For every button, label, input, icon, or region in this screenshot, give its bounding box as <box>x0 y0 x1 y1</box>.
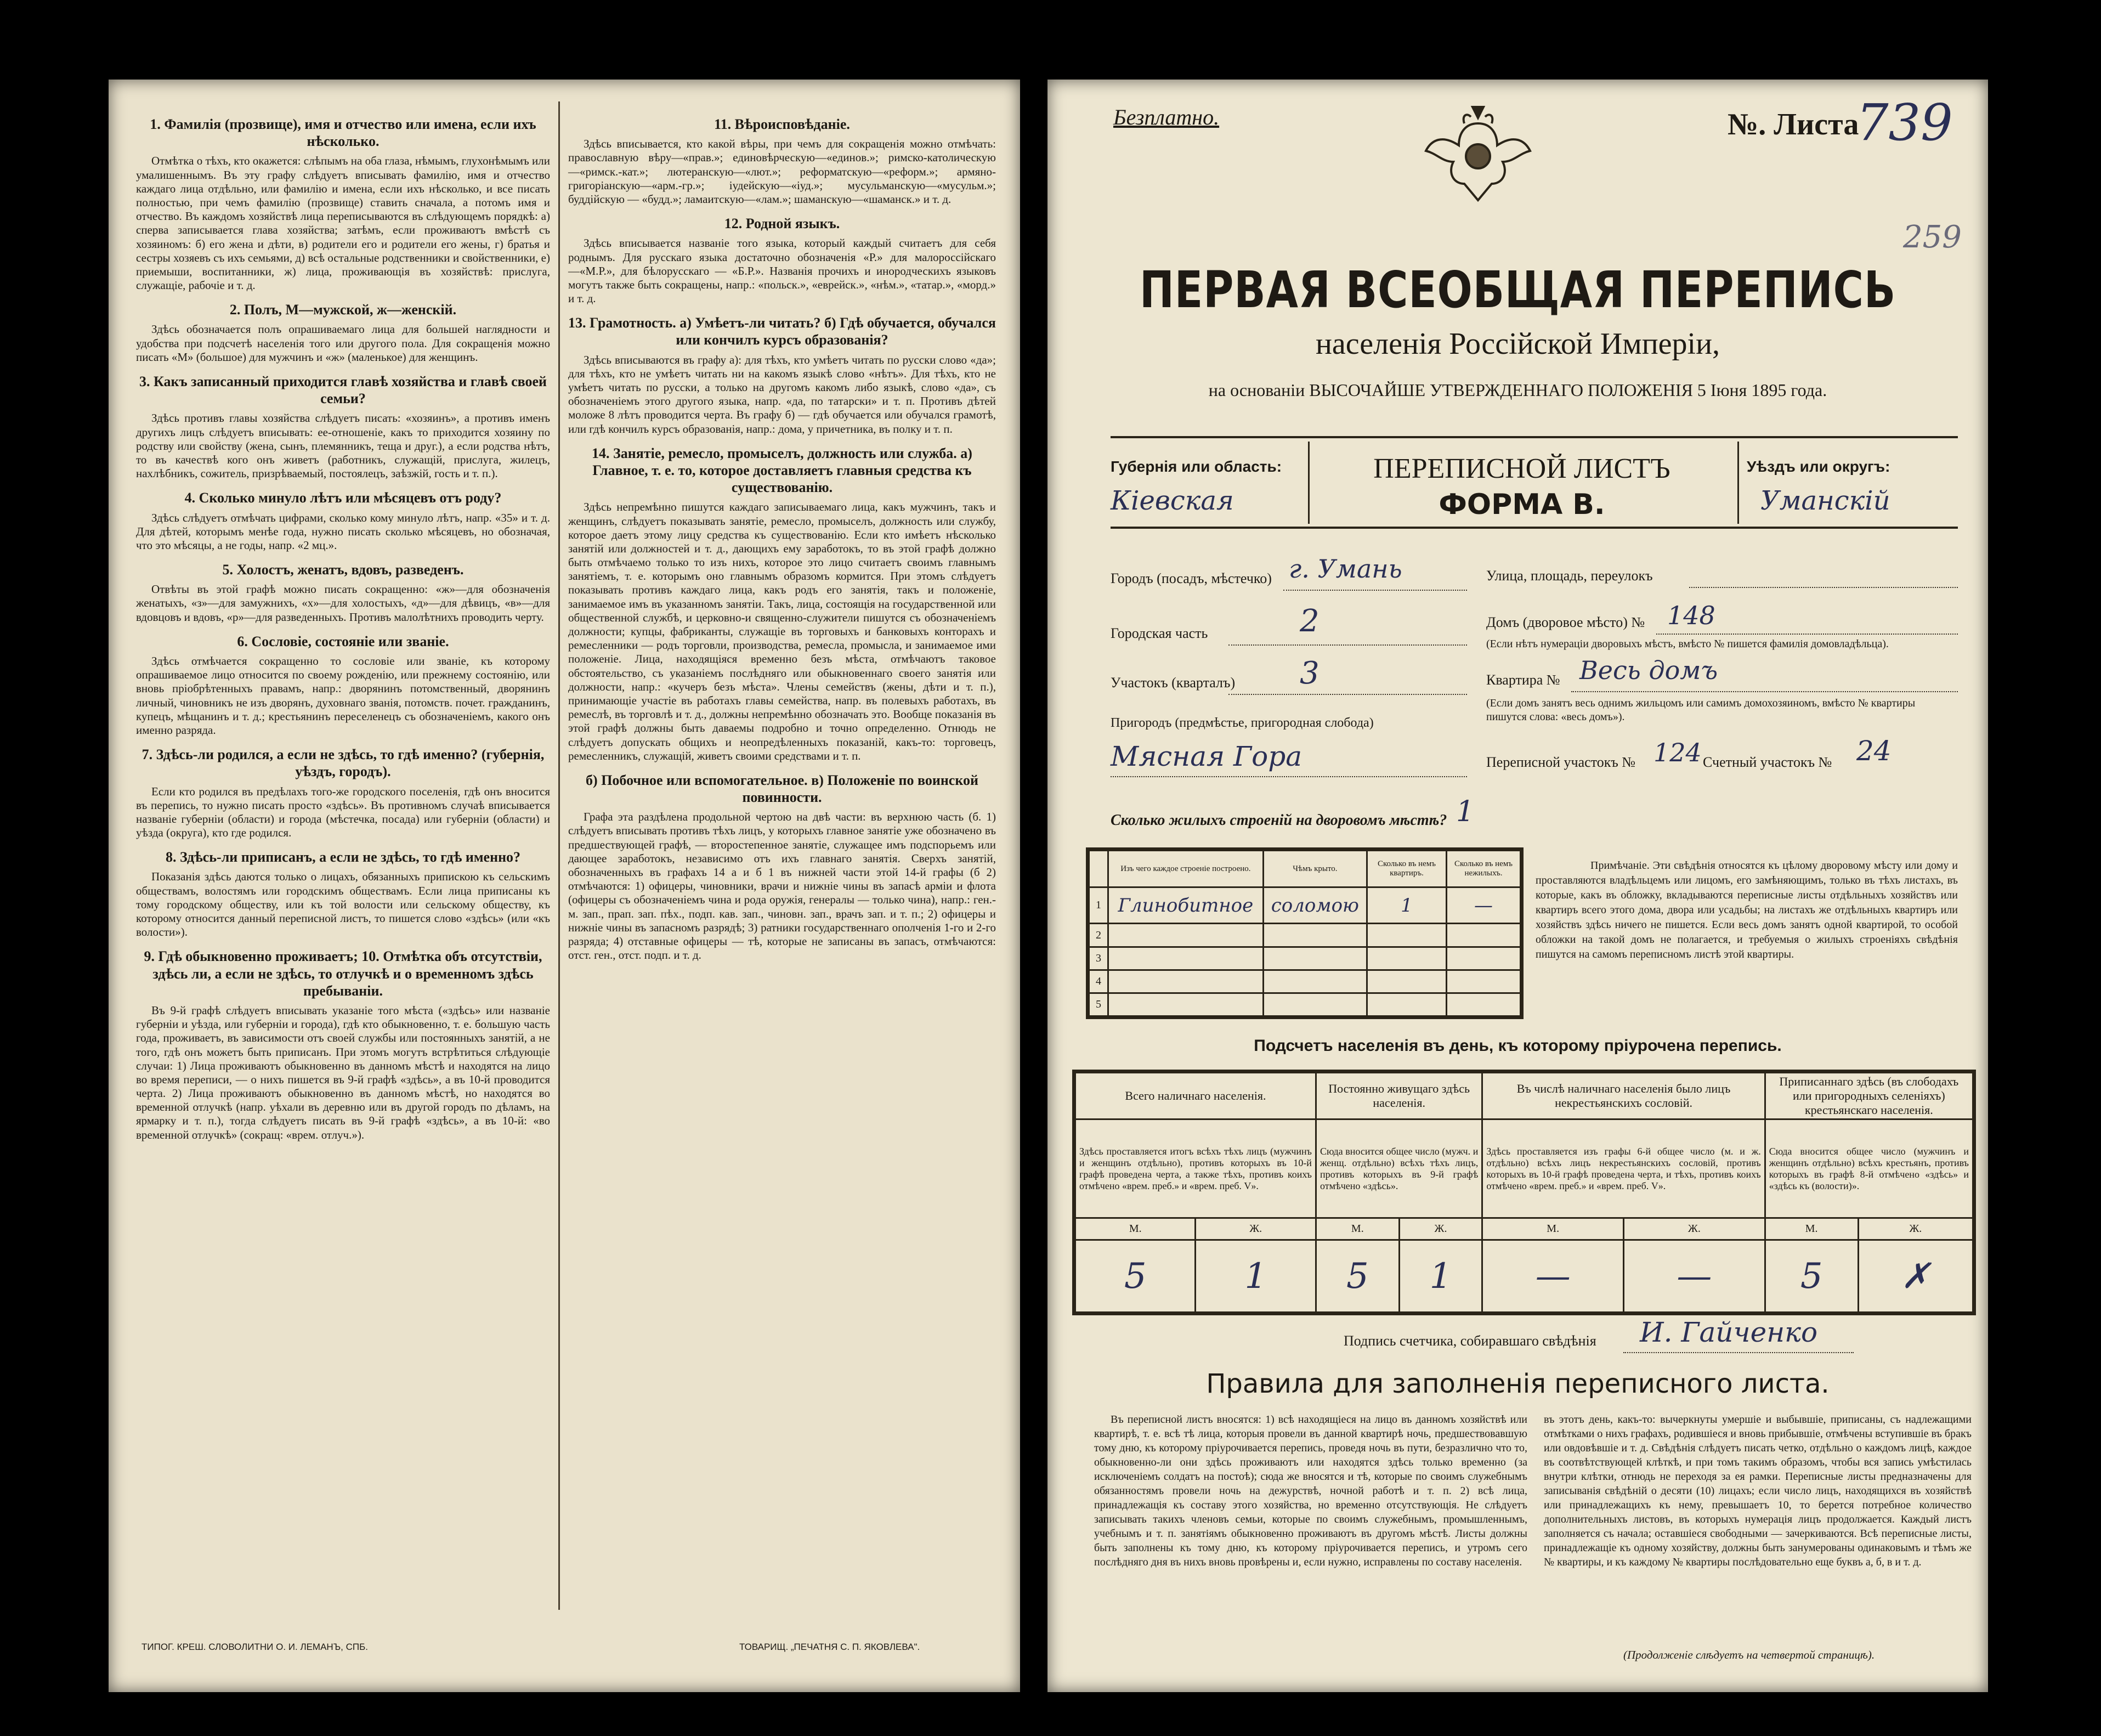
district-label: Участокъ (кварталъ) <box>1111 675 1236 691</box>
province-value: Кіевская <box>1111 485 1234 516</box>
house-note: (Если нѣтъ нумераціи дворовыхъ мѣстъ, вмѣсто № пишется фамилія домовладѣльца). <box>1486 638 1889 650</box>
sex-header: Ж. <box>1196 1218 1316 1240</box>
apartments-header: Сколько въ немъ квартиръ. <box>1367 851 1447 887</box>
instruction-heading: 2. Полъ, М—мужской, ж—женскій. <box>229 302 457 318</box>
buildings-grid <box>1088 850 1521 1017</box>
instruction-heading: 9. Гдѣ обыкновенно проживаетъ; 10. Отмѣтка объ отсутствіи, здѣсь ли, а если не здѣсь, то отлучкѣ и о временномъ здѣсь пребываніи. <box>144 948 542 999</box>
house-label: Домъ (дворовое мѣсто) № <box>1486 614 1645 630</box>
instruction-text: Здѣсь противъ главы хозяйства слѣдуетъ писать: «хозяинъ», а противъ именъ другихъ лицъ слѣдуетъ вписывать: ее-отношеніе, какъ то приходится хозяину по родству или свойству (жена, сынъ, племянникъ, теща и друг.), а если родства нѣтъ, то въ качествѣ кого онъ живетъ (работникъ, служащій, прислуга, жилецъ, нахлѣбникъ, сожитель, призрѣваемый, постоялецъ, заѣзжій, гость и т. п.). <box>136 411 550 480</box>
suburb-value: Мясная Гора <box>1111 740 1302 772</box>
uezd-label: Уѣздъ или округъ: <box>1747 458 1890 475</box>
building-cell <box>1367 947 1447 970</box>
population-count-value: 1 <box>1399 1240 1482 1313</box>
population-count-value: — <box>1624 1240 1765 1313</box>
count-district-label: Счетный участокъ № <box>1703 754 1832 770</box>
instruction-text: Здѣсь вписывается, кто какой вѣры, при чемъ для сокращенія можно отмѣчать: православную вѣру—«прав.»; единовѣрческую—«единов.»; римско-католическую—«римск.-кат.»; лютеранскую—«лют.»; реформатскую—«реформ.»; армяно-григоріанскую—«арм.-гр.»; іудейскую—«іуд.»; мусульманскую—«мусульм.»; буддійскую — «будд.»; ламаитскую—«лам.»; шаманскую—«шаманск.» и т. д. <box>568 137 996 206</box>
population-column-header: Постоянно живущаго здѣсь населенія. <box>1316 1073 1482 1119</box>
population-column-description: Сюда вносится общее число (мужчинъ и женщинъ отдѣльно) всѣхъ крестьянъ, противъ которыхъ въ графѣ 8-й отмѣчено «здѣсь» и «здѣсь къ (волости)». <box>1765 1119 1973 1218</box>
population-column-description: Здѣсь проставляется итогъ всѣхъ тѣхъ лицъ (мужчинъ и женщинъ отдѣльно), противъ которыхъ въ 10-й графѣ проведена черта, а также тѣхъ, противъ коихъ отмѣчено «врем. преб.» и «врем. преб. V». <box>1075 1119 1316 1218</box>
uezd-value: Уманскій <box>1760 485 1890 516</box>
apartment-label: Квартира № <box>1486 672 1560 688</box>
rules-column-2: въ этотъ день, какъ-то: вычеркнуты умершіе и выбывшіе, приписаны, съ надлежащими отмѣтками о нихъ графахъ, родившіеся и вновь прибывшіе, отмѣчены вступившіе въ бракъ или овдовѣвшіе и т. д. Свѣдѣнія слѣдуетъ писать четко, отдѣльно о каждомъ лицѣ, каждое въ соотвѣтствующей клѣткѣ, и при томъ такимъ образомъ, чтобы вся запись умѣстилась внутри клѣтки, отнюдь не переходя за ея рамки. Переписные листы предназначены для записыванія свѣдѣній о десяти (10) лицахъ; если число лицъ, находящихся въ хозяйствѣ или принадлежащихъ къ нему, превышаетъ 10, то берется потребное количество дополнительныхъ листовъ, въ которыхъ нумерація лицъ продолжается. Каждый листъ заполняется съ начала; оставшіеся свободными — зачеркиваются. Всѣ переписные листы, принадлежащіе къ одному хозяйству, должны быть занумерованы одинаковымъ и тѣмъ же № квартиры, и къ каждому № квартиры послѣдовательно еще буквъ а, б, в и т. д. <box>1544 1413 1972 1568</box>
city-part-label: Городская часть <box>1111 625 1208 641</box>
building-row <box>1089 947 1521 970</box>
building-cell <box>1108 993 1264 1016</box>
building-row <box>1089 970 1521 993</box>
instruction-heading: 5. Холостъ, женатъ, вдовъ, разведенъ. <box>222 562 464 578</box>
instruction-text: Здѣсь отмѣчается сокращенно то сословіе или званіе, къ которому опрашиваемое лицо относится по своему рожденію, или прежнему состоянію, или вновь пріобрѣтенныхъ правамъ, напр.: дворянинъ потомственный, дворянинъ личный, чиновникъ не изъ дворянъ, духовнаго званія, потомств. почет. гражданинъ, купецъ, мѣщанинъ и т. д.; крестьянинъ переселенецъ съ обозначеніемъ, какого онъ именно разряда. <box>136 654 550 737</box>
instruction-text: Отвѣты въ этой графѣ можно писать сокращенно: «ж»—для обозначенія женатыхъ, «з»—для замужнихъ, «х»—для холостыхъ, «д»—для дѣвицъ, «в»—для вдовцовъ и вдовъ, «р»—для разведенныхъ. Противъ малолѣтнихъ проводить черту. <box>136 583 550 624</box>
sex-header: М. <box>1765 1218 1858 1240</box>
instruction-text: Если кто родился въ предѣлахъ того-же городского поселенія, гдѣ онъ вносится въ перепись, то нужно писать просто «здѣсь». Въ противномъ случаѣ вписывается названіе губерніи (области) и города (мѣстечка, посада) или губерніи (области) и уѣзда (округа), кто где родился. <box>136 784 550 840</box>
population-column-description: Здѣсь проставляется изъ графы 6-й общее число (м. и ж. отдѣльно) всѣхъ лицъ некрестьянскихъ сословій, противъ которыхъ въ 10-й графѣ проведена черта, и тѣхъ, противъ коихъ отмѣчено «врем. преб.» и «врем. преб. V». <box>1482 1119 1765 1218</box>
signature-line <box>1623 1352 1854 1353</box>
building-cell <box>1447 970 1521 993</box>
suburb-label: Пригородъ (предмѣстье, пригородная слобода) <box>1111 716 1374 730</box>
imperial-eagle-emblem <box>1420 101 1536 206</box>
district-value: 3 <box>1300 655 1320 691</box>
census-district-label: Переписной участокъ № <box>1486 754 1636 770</box>
building-cell <box>1263 993 1367 1016</box>
sex-header: М. <box>1482 1218 1624 1240</box>
building-row <box>1089 924 1521 947</box>
building-cell: — <box>1447 887 1521 924</box>
instruction-heading: 6. Сословіе, состояніе или званіе. <box>237 633 449 649</box>
apartment-note: (Если домъ занятъ весь однимъ жильцомъ или самимъ домохозяиномъ, вмѣсто № квартиры пишутся слова: «весь домъ»). <box>1486 697 1916 723</box>
building-cell <box>1108 947 1264 970</box>
instruction-text: Здѣсь вписываются въ графу а): для тѣхъ, кто умѣетъ читать по русски слово «да»; для тѣхъ, кто не умѣетъ читать ни на какомъ языкѣ слово «нѣтъ». Для тѣхъ, кто не умѣетъ читать по русски, а только на другомъ какомъ либо языкѣ, слово «да», съ обозначеніемъ этого другого языка, напр. «да, по татарски» и т. п. Противъ дѣтей моложе 8 лѣтъ проводится черта. Въ графу б) — гдѣ обучается или обучался грамотѣ, или гдѣ кончилъ курсъ образованія, напр.: дома, у причетника, въ полку и т. п. <box>568 353 996 436</box>
apartment-line <box>1571 691 1958 692</box>
building-cell <box>1367 924 1447 947</box>
sex-header: М. <box>1075 1218 1196 1240</box>
city-part-line <box>1228 644 1467 646</box>
sex-header: Ж. <box>1858 1218 1973 1240</box>
city-part-value: 2 <box>1300 603 1320 639</box>
census-title: ПЕРВАЯ ВСЕОБЩАЯ ПЕРЕПИСЬ <box>1139 261 1896 319</box>
count-district-value: 24 <box>1856 735 1892 767</box>
population-count-value: 5 <box>1316 1240 1399 1313</box>
building-cell <box>1263 947 1367 970</box>
printer-imprint-right: ТОВАРИЩ. „ПЕЧАТНЯ С. П. ЯКОВЛЕВА". <box>739 1642 920 1652</box>
legal-basis: на основаніи ВЫСОЧАЙШЕ УТВЕРЖДЕННАГО ПОЛОЖЕНІЯ 5 Іюня 1895 года. <box>1208 380 1827 400</box>
instruction-heading: б) Побочное или вспомогательное. в) Положеніе по воинской повинности. <box>586 772 978 806</box>
instruction-text: Отмѣтка о тѣхъ, кто окажется: слѣпымъ на оба глаза, нѣмымъ, глухонѣмымъ или умалишеннымъ. Въ эту графу слѣдуетъ вписывать фамилію, имя и отчество каждаго лица отдѣльно, или фамилію и имена, если ихъ нѣсколько, и все писать полностью, при чемъ фамилію (прозвище) ставить сначала, а потомъ имя и отчество. Въ каждомъ хозяйствѣ лица переписываются въ слѣдующемъ порядкѣ: а) сперва записывается глава хозяйства; затѣмъ, если проживаютъ вмѣстѣ съ хозяиномъ: б) его жена и дѣти, в) родители его и родители его жены, г) братья и сестры хозяевъ съ ихъ семьями, д) всѣ остальные родственники и свойственники, е) приемыши, воспитанники, ж) лица, проживающія въ хозяйствѣ: прислуга, служащіе, рабочіе и т. д. <box>136 154 550 292</box>
instruction-heading: 14. Занятіе, ремесло, промыселъ, должность или служба. а) Главное, т. е. то, которое доставляетъ главныя средства къ существованію. <box>592 445 972 496</box>
sheet-number-label: №. Листа <box>1728 108 1859 142</box>
material-header: Изъ чего каждое строеніе построено. <box>1108 851 1264 887</box>
instructions-column-2 <box>568 107 996 965</box>
population-column-header: Всего наличнаго населенія. <box>1075 1073 1316 1119</box>
building-row <box>1089 887 1521 924</box>
building-row-number: 1 <box>1089 887 1108 924</box>
census-subtitle: населенія Россійской Имперіи, <box>1315 327 1720 361</box>
enumerator-signature: И. Гайченко <box>1640 1316 1818 1348</box>
apartment-value: Весь домъ <box>1579 655 1718 685</box>
building-cell <box>1263 924 1367 947</box>
building-row-number: 2 <box>1089 924 1108 947</box>
house-line <box>1656 634 1958 635</box>
rules-continued-note: (Продолженіе слѣдуетъ на четвертой страницѣ). <box>1623 1648 1875 1661</box>
printer-imprint-left: ТИПОГ. КРЕШ. СЛОВОЛИТНИ О. И. ЛЕМАНЪ, СПБ. <box>141 1642 368 1652</box>
building-cell: соломою <box>1263 887 1367 924</box>
building-cell <box>1447 924 1521 947</box>
population-grid <box>1074 1072 1974 1313</box>
nonresidential-header: Сколько въ немъ нежилыхъ. <box>1447 851 1521 887</box>
sex-header: М. <box>1316 1218 1399 1240</box>
instruction-heading: 12. Родной языкъ. <box>724 216 840 232</box>
buildings-table <box>1086 847 1524 1019</box>
building-row-number: 5 <box>1089 993 1108 1016</box>
building-row <box>1089 993 1521 1016</box>
population-count-value: 1 <box>1196 1240 1316 1313</box>
province-label: Губернія или область: <box>1111 458 1282 475</box>
population-count-value: 5 <box>1075 1240 1196 1313</box>
suburb-line <box>1111 776 1467 777</box>
instruction-text: Здѣсь обозначается полъ опрашиваемаго лица для большей наглядности и удобства при подсчетѣ населенія того или другого пола. Для сокращенія можно писать «М» (большое) для мужчинъ и «ж» (маленькое) для женщинъ. <box>136 323 550 364</box>
building-cell <box>1447 947 1521 970</box>
population-count-value: — <box>1482 1240 1624 1313</box>
header-rule <box>1111 436 1958 438</box>
population-column-header: Въ числѣ наличнаго населенія было лицъ некрестьянскихъ сословій. <box>1482 1073 1765 1119</box>
instruction-heading: 4. Сколько минуло лѣтъ или мѣсяцевъ отъ роду? <box>184 490 502 506</box>
city-label: Городъ (посадъ, мѣстечко) <box>1111 570 1272 586</box>
buildings-note: Примѣчаніе. Эти свѣдѣнія относятся къ цѣлому дворовому мѣсту или дому и проставляются владѣльцемъ или лицомъ, его замѣняющимъ, только въ тѣхъ листахъ, въ которые, какъ въ обложку, вкладываются переписные листы отдѣльныхъ хозяйствъ или квартиръ всего этого дома, двора или усадьбы; на листахъ же отдѣльныхъ квартиръ или хозяйствъ здѣсь ничего не пишется. Если весь домъ занятъ одной квартирой, то особой обложки на такой домъ не полагается, и требуемыя о жилыхъ строеніяхъ свѣдѣнія пишутся на самомъ переписномъ листѣ этой квартиры. <box>1536 859 1958 960</box>
column-divider <box>558 101 560 1610</box>
population-column-description: Сюда вносится общее число (мужч. и женщ. отдѣльно) всѣхъ тѣхъ лицъ, противъ которыхъ въ 9-й графѣ отмѣчено «здѣсь». <box>1316 1119 1482 1218</box>
city-line <box>1283 590 1467 591</box>
building-cell <box>1447 993 1521 1016</box>
city-value: г. Умань <box>1289 554 1402 584</box>
header-bottom-rule <box>1111 527 1958 529</box>
instruction-text: Здѣсь непремѣнно пишутся каждаго записываемаго лица, какъ мужчинъ, такъ и женщинъ, слѣдуетъ показывать занятіе, ремесло, промыселъ, должность или службу, которое даетъ этому лицу средства къ существованію. Если кто имѣетъ нѣсколько занятій или должностей и т. д., дающихъ ему заработокъ, то въ этой графѣ должно быть отмѣчаемо только то изъ нихъ, которое это лицо считаетъ своимъ главнымъ занятіемъ, т. е. которымъ оно главнымъ образомъ кормится. При этомъ слѣдуетъ показывать противъ каждаго лица, какъ родъ его занятія, такъ и положеніе, занимаемое имъ въ указанномъ занятіи. Такъ, лица, состоящія на государственной или общественной службѣ, и церковно-и священно-служители пишутся съ обозначеніемъ должности; купцы, фабриканты, служащіе въ торговыхъ и банковыхъ конторахъ и ремесленники — родъ торговли, производства, ремесла, промысла, и занимаемое ими положеніе. Лица, находящіяся временно безъ мѣста, отмѣчаютъ таковое обстоятельство, съ указаніемъ послѣдняго или обыкновеннаго своего занятія или должности, напр.: «кучеръ безъ мѣста». Члены семействъ (жены, дѣти и т. п.), принимающіе участіе въ работахъ главы семейства, напр. въ полевыхъ работахъ, въ ремеслѣ, въ торговлѣ и т. д., должны непремѣнно обозначать это. Вообще показанія въ этой графѣ должны быть даваемы подробно и точно определенно. Отнюдь не слѣдуетъ допускать общихъ и неопредѣленныхъ показаній, какъ-то: торговецъ, ремесленникъ, служащій, живетъ своими средствами и т. п. <box>568 500 996 762</box>
instruction-text: Въ 9-й графѣ слѣдуетъ вписывать указаніе того мѣста («здѣсь» или названіе губерніи и уѣзда, или губерніи и города), гдѣ кто обыкновенно, т. е. большую часть года, проживаетъ, въ зависимости отъ своей службы или постоянныхъ занятій, а не того, гдѣ онъ можетъ быть приписанъ. При этомъ могутъ встрѣтиться слѣдующіе случаи: 1) Лица проживаютъ обыкновенно въ данномъ мѣстѣ и находятся на лицо во время переписи, — о нихъ пишется въ 9-й графѣ «здѣсь», а въ 10-й проводится черта. 2) Лица проживаютъ обыкновенно въ данномъ мѣстѣ, но находятся во временной отлучкѣ (напр. уѣхали въ деревню или въ другой городъ по дѣламъ, на ярмарку и т. п.), тогда слѣдуетъ писать въ 9-й графѣ «здѣсь», а въ 10-й: «во временной отлучкѣ» (сокращ: «врем. отлуч.»). <box>136 1003 550 1141</box>
enumerator-signature-label: Подпись счетчика, собиравшаго свѣдѣнія <box>1344 1333 1596 1349</box>
population-count-value: 5 <box>1765 1240 1858 1313</box>
district-line <box>1228 694 1467 695</box>
instruction-text: Здѣсь слѣдуетъ отмѣчать цифрами, сколько кому минуло лѣтъ, напр. «35» и т. д. Для дѣтей, которымъ менѣе года, нужно писать сколько мѣсяцевъ, но обозначая, что это мѣсяцы, а не годы, напр. «2 мц.». <box>136 511 550 552</box>
sex-header: Ж. <box>1624 1218 1765 1240</box>
instruction-text: Показанія здѣсь даются только о лицахъ, обязанныхъ припискою къ сельскимъ обществамъ, волостямъ или городскимъ обществамъ. Если лица приписаны къ тому городскому обществу, или къ той волости или сельскому обществу, къ которому относится данный переписной листъ, то пишется слово «здѣсь» (или «къ волости»). <box>136 870 550 939</box>
street-label: Улица, площадь, переулокъ <box>1486 568 1653 584</box>
instruction-heading: 11. Вѣроисповѣданіе. <box>714 116 850 132</box>
instructions-column-1 <box>136 107 550 1145</box>
instruction-heading: 7. Здѣсь-ли родился, а если не здѣсь, то гдѣ именно? (губернія, уѣздъ, городъ). <box>141 747 545 780</box>
building-cell <box>1108 970 1264 993</box>
population-count-table <box>1072 1070 1976 1315</box>
instruction-text: Здѣсь вписывается названіе того языка, который каждый считаетъ для себя роднымъ. Для русскаго языка достаточно обозначенія «Р.» для малороссійскаго—«М.Р.», для бѣлорусскаго — «Б.Р.». Названія прочихъ и инородческихъ языковъ могутъ также быть сокращены, напр.: «польск.», «еврейск.», «нѣм.», «татар.», «морд.» и т. д. <box>568 236 996 306</box>
form-letter: ФОРМА В. <box>1439 488 1605 521</box>
instruction-heading: 1. Фамилія (прозвище), имя и отчество или имена, если ихъ нѣсколько. <box>150 116 536 150</box>
instruction-heading: 3. Какъ записанный приходится главѣ хозяйства и главѣ своей семьи? <box>139 374 547 407</box>
archive-number: 259 <box>1903 219 1962 255</box>
rules-column-1: Въ переписной листъ вносятся: 1) всѣ находящіеся на лицо въ данномъ хозяйствѣ или квартирѣ, т. е. всѣ тѣ лица, которыя провели въ данной квартирѣ ночь, предшествовавшую тому дню, къ которому пріурочивается перепись, проведя ночь въ пути, безразлично что то, обыкновенно-ли они здѣсь проживаютъ или находятся здѣсь только временно (за исключеніемъ солдатъ на постоѣ); сюда же вносятся и тѣ, которые по своимъ служебнымъ обязанностямъ провели ночь на дежурствѣ, ночной работѣ и т. п. 2) всѣ лица, принадлежащія къ составу этого хозяйства, но временно отсутствующія. Не слѣдуетъ записывать такихъ членовъ семьи, которые по своимъ служебнымъ, промышленнымъ, учебнымъ и т. п. занятіямъ обыкновенно проживаютъ въ другомъ мѣстѣ. Листы должны быть заполнены къ тому дню, къ которому пріурочивается перепись, и утромъ сего послѣдняго дня въ нихъ вновь провѣрены и, если нужно, исправлены по составу населенія. <box>1094 1413 1527 1568</box>
sex-header: Ж. <box>1399 1218 1482 1240</box>
buildings-value: 1 <box>1456 795 1475 828</box>
building-cell <box>1367 993 1447 1016</box>
building-row-number: 4 <box>1089 970 1108 993</box>
row-num-header <box>1089 851 1108 887</box>
buildings-question: Сколько жилыхъ строеній на дворовомъ мѣстѣ? <box>1111 812 1447 829</box>
free-label: Безплатно. <box>1113 105 1220 129</box>
sheet-number-value: 739 <box>1856 93 1953 152</box>
population-count-value: ✗ <box>1858 1240 1973 1313</box>
rules-title: Правила для заполненія переписного листа. <box>1206 1369 1830 1399</box>
form-title: ПЕРЕПИСНОЙ ЛИСТЪ <box>1373 453 1670 484</box>
population-count-title: Подсчетъ населенія въ день, къ которому пріурочена перепись. <box>1254 1037 1782 1055</box>
building-cell <box>1263 970 1367 993</box>
roof-header: Чѣмъ крыто. <box>1263 851 1367 887</box>
building-cell: 1 <box>1367 887 1447 924</box>
building-cell <box>1108 924 1264 947</box>
building-cell <box>1367 970 1447 993</box>
population-column-header: Приписаннаго здѣсь (въ слободахъ или пригородныхъ селеніяхъ) крестьянскаго населенія. <box>1765 1073 1973 1119</box>
left-instructions-page <box>109 80 1020 1692</box>
instruction-heading: 13. Грамотность. а) Умѣетъ-ли читать? б) Гдѣ обучается, обучался или кончилъ курсъ образованія? <box>568 315 996 348</box>
house-value: 148 <box>1667 601 1715 630</box>
instruction-heading: 8. Здѣсь-ли приписанъ, а если не здѣсь, то гдѣ именно? <box>165 849 521 866</box>
building-row-number: 3 <box>1089 947 1108 970</box>
census-form-page <box>1047 80 1988 1692</box>
census-district-value: 124 <box>1653 738 1702 767</box>
street-line <box>1689 587 1958 588</box>
building-cell: Глинобитное <box>1108 887 1264 924</box>
instruction-text: Графа эта раздѣлена продольной чертою на двѣ части: въ верхнюю часть (б. 1) слѣдуетъ вписывать противъ тѣхъ лицъ, у которыхъ главное занятіе уже обозначено въ предшествующей графѣ, — второстепенное занятіе, служащее имъ подспорьемъ или дающее заработокъ, независимо отъ ихъ главнаго занятія. Сверхъ занятій, обозначенныхъ въ графахъ 14 а и б 1 въ нижней части этой 14-й графы (б 2) отмѣчаются: 1) офицеры, чиновники, врачи и нижніе чины въ запасѣ арміи и флота (офицеры съ обозначеніемъ чина и рода оружія, генералы — только чина), напр.: ген.-м. зап., прап. зап. пѣх., подп. кав. зап., чиновн. зап., врачъ зап. и т. п.; 2) офицеры и нижніе чины въ запасномъ разрядѣ; 3) ратники государственнаго ополченія 1-го и 2-го разряда; 4) отставные офицеры — тѣ, которые не записаны въ запасъ, отмѣчаются: отст. ген., отст. подп. и т. д. <box>568 810 996 962</box>
